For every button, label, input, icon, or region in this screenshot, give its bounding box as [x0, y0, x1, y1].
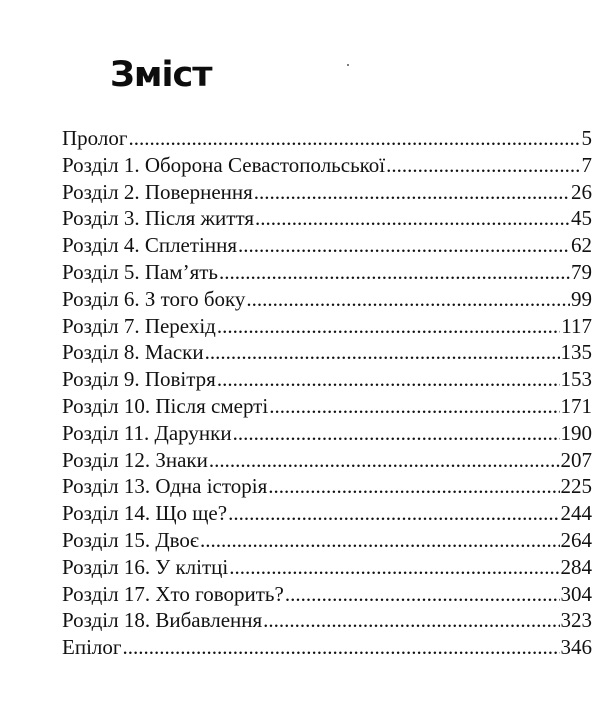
- page-title: Зміст: [110, 55, 212, 95]
- toc-entry: [62, 447, 592, 474]
- dot-leader: [285, 581, 560, 608]
- toc-entry: [62, 125, 592, 152]
- toc-entry: [62, 420, 592, 447]
- toc-entry: [62, 366, 592, 393]
- toc-entry-page-number: 264: [560, 527, 592, 552]
- toc-entry: [62, 286, 592, 313]
- toc-entry-page-number: 244: [560, 501, 592, 526]
- toc-entry-title: Розділ 8. Маски: [62, 340, 204, 365]
- dot-leader: [200, 527, 560, 554]
- dot-leader: [228, 500, 559, 527]
- dot-leader: [268, 473, 559, 500]
- toc-entry-page-number: 79: [571, 259, 592, 284]
- toc-entry: [62, 634, 592, 661]
- dot-leader: [219, 259, 570, 286]
- toc-entry-title: Розділ 5. Пам’ять: [62, 259, 219, 284]
- toc-entry-title: Епілог: [62, 635, 122, 660]
- toc-entry-title: Розділ 11. Дарунки: [62, 420, 232, 445]
- dot-leader: [128, 125, 580, 152]
- toc-entry: [62, 500, 592, 527]
- print-speck: [347, 64, 349, 66]
- toc-entry-title: Розділ 12. Знаки: [62, 447, 208, 472]
- toc-entry-title: Розділ 2. Повернення: [62, 179, 253, 204]
- toc-entry-page-number: 346: [560, 635, 592, 660]
- toc-entry-page-number: 26: [571, 179, 592, 204]
- toc-entry: [62, 313, 592, 340]
- toc-entry-title: Розділ 18. Вибавлення: [62, 608, 263, 633]
- toc-entry: [62, 259, 592, 286]
- toc-entry-page-number: 304: [560, 581, 592, 606]
- toc-entry-title: Розділ 10. Після смерті: [62, 393, 269, 418]
- toc-entry-title: Розділ 17. Хто говорить?: [62, 581, 284, 606]
- toc-entry-page-number: 190: [560, 420, 592, 445]
- toc-entry-title: Розділ 16. У клітці: [62, 554, 229, 579]
- dot-leader: [246, 286, 570, 313]
- toc-entry: [62, 393, 592, 420]
- toc-entry-title: Розділ 4. Сплетіння: [62, 233, 238, 258]
- toc-entry: [62, 205, 592, 232]
- toc-entry-title: Розділ 14. Що ще?: [62, 501, 228, 526]
- toc-entry: [62, 554, 592, 581]
- toc-entry-page-number: 207: [560, 447, 592, 472]
- dot-leader: [209, 447, 560, 474]
- toc-entry-title: Розділ 7. Перехід: [62, 313, 216, 338]
- toc-entry-title: Розділ 3. Після життя: [62, 206, 255, 231]
- toc-entry-page-number: 99: [571, 286, 592, 311]
- toc-entry: [62, 607, 592, 634]
- toc-entry-page-number: 62: [571, 233, 592, 258]
- toc-entry: [62, 152, 592, 179]
- toc-entry-page-number: 7: [581, 152, 592, 177]
- dot-leader: [269, 393, 559, 420]
- toc-entry: [62, 232, 592, 259]
- dot-leader: [123, 634, 560, 661]
- toc-entry-page-number: 117: [561, 313, 592, 338]
- dot-leader: [233, 420, 560, 447]
- toc-entry-page-number: 45: [571, 206, 592, 231]
- toc-entry-title: Розділ 9. Повітря: [62, 367, 216, 392]
- toc-entry-title: Розділ 15. Двоє: [62, 527, 199, 552]
- dot-leader: [229, 554, 559, 581]
- toc-entry-title: Пролог: [62, 126, 128, 150]
- dot-leader: [254, 179, 570, 206]
- toc-entry-page-number: 135: [560, 340, 592, 365]
- toc-entry: [62, 527, 592, 554]
- toc-entry-page-number: 323: [560, 608, 592, 633]
- toc-entry: [62, 339, 592, 366]
- toc-entry-title: Розділ 1. Оборона Севастопольської: [62, 152, 386, 177]
- toc-entry-title: Розділ 13. Одна історія: [62, 474, 268, 499]
- toc-entry-page-number: 5: [581, 126, 592, 150]
- table-of-contents: [62, 125, 592, 661]
- dot-leader: [238, 232, 570, 259]
- dot-leader: [217, 366, 560, 393]
- toc-entry: [62, 179, 592, 206]
- dot-leader: [255, 205, 570, 232]
- dot-leader: [386, 152, 580, 179]
- dot-leader: [263, 607, 559, 634]
- dot-leader: [217, 313, 560, 340]
- toc-entry-page-number: 284: [560, 554, 592, 579]
- toc-entry: [62, 581, 592, 608]
- toc-entry-page-number: 225: [560, 474, 592, 499]
- dot-leader: [205, 339, 560, 366]
- toc-entry-page-number: 171: [560, 393, 592, 418]
- toc-entry: [62, 473, 592, 500]
- toc-entry-page-number: 153: [560, 367, 592, 392]
- toc-entry-title: Розділ 6. З того боку: [62, 286, 246, 311]
